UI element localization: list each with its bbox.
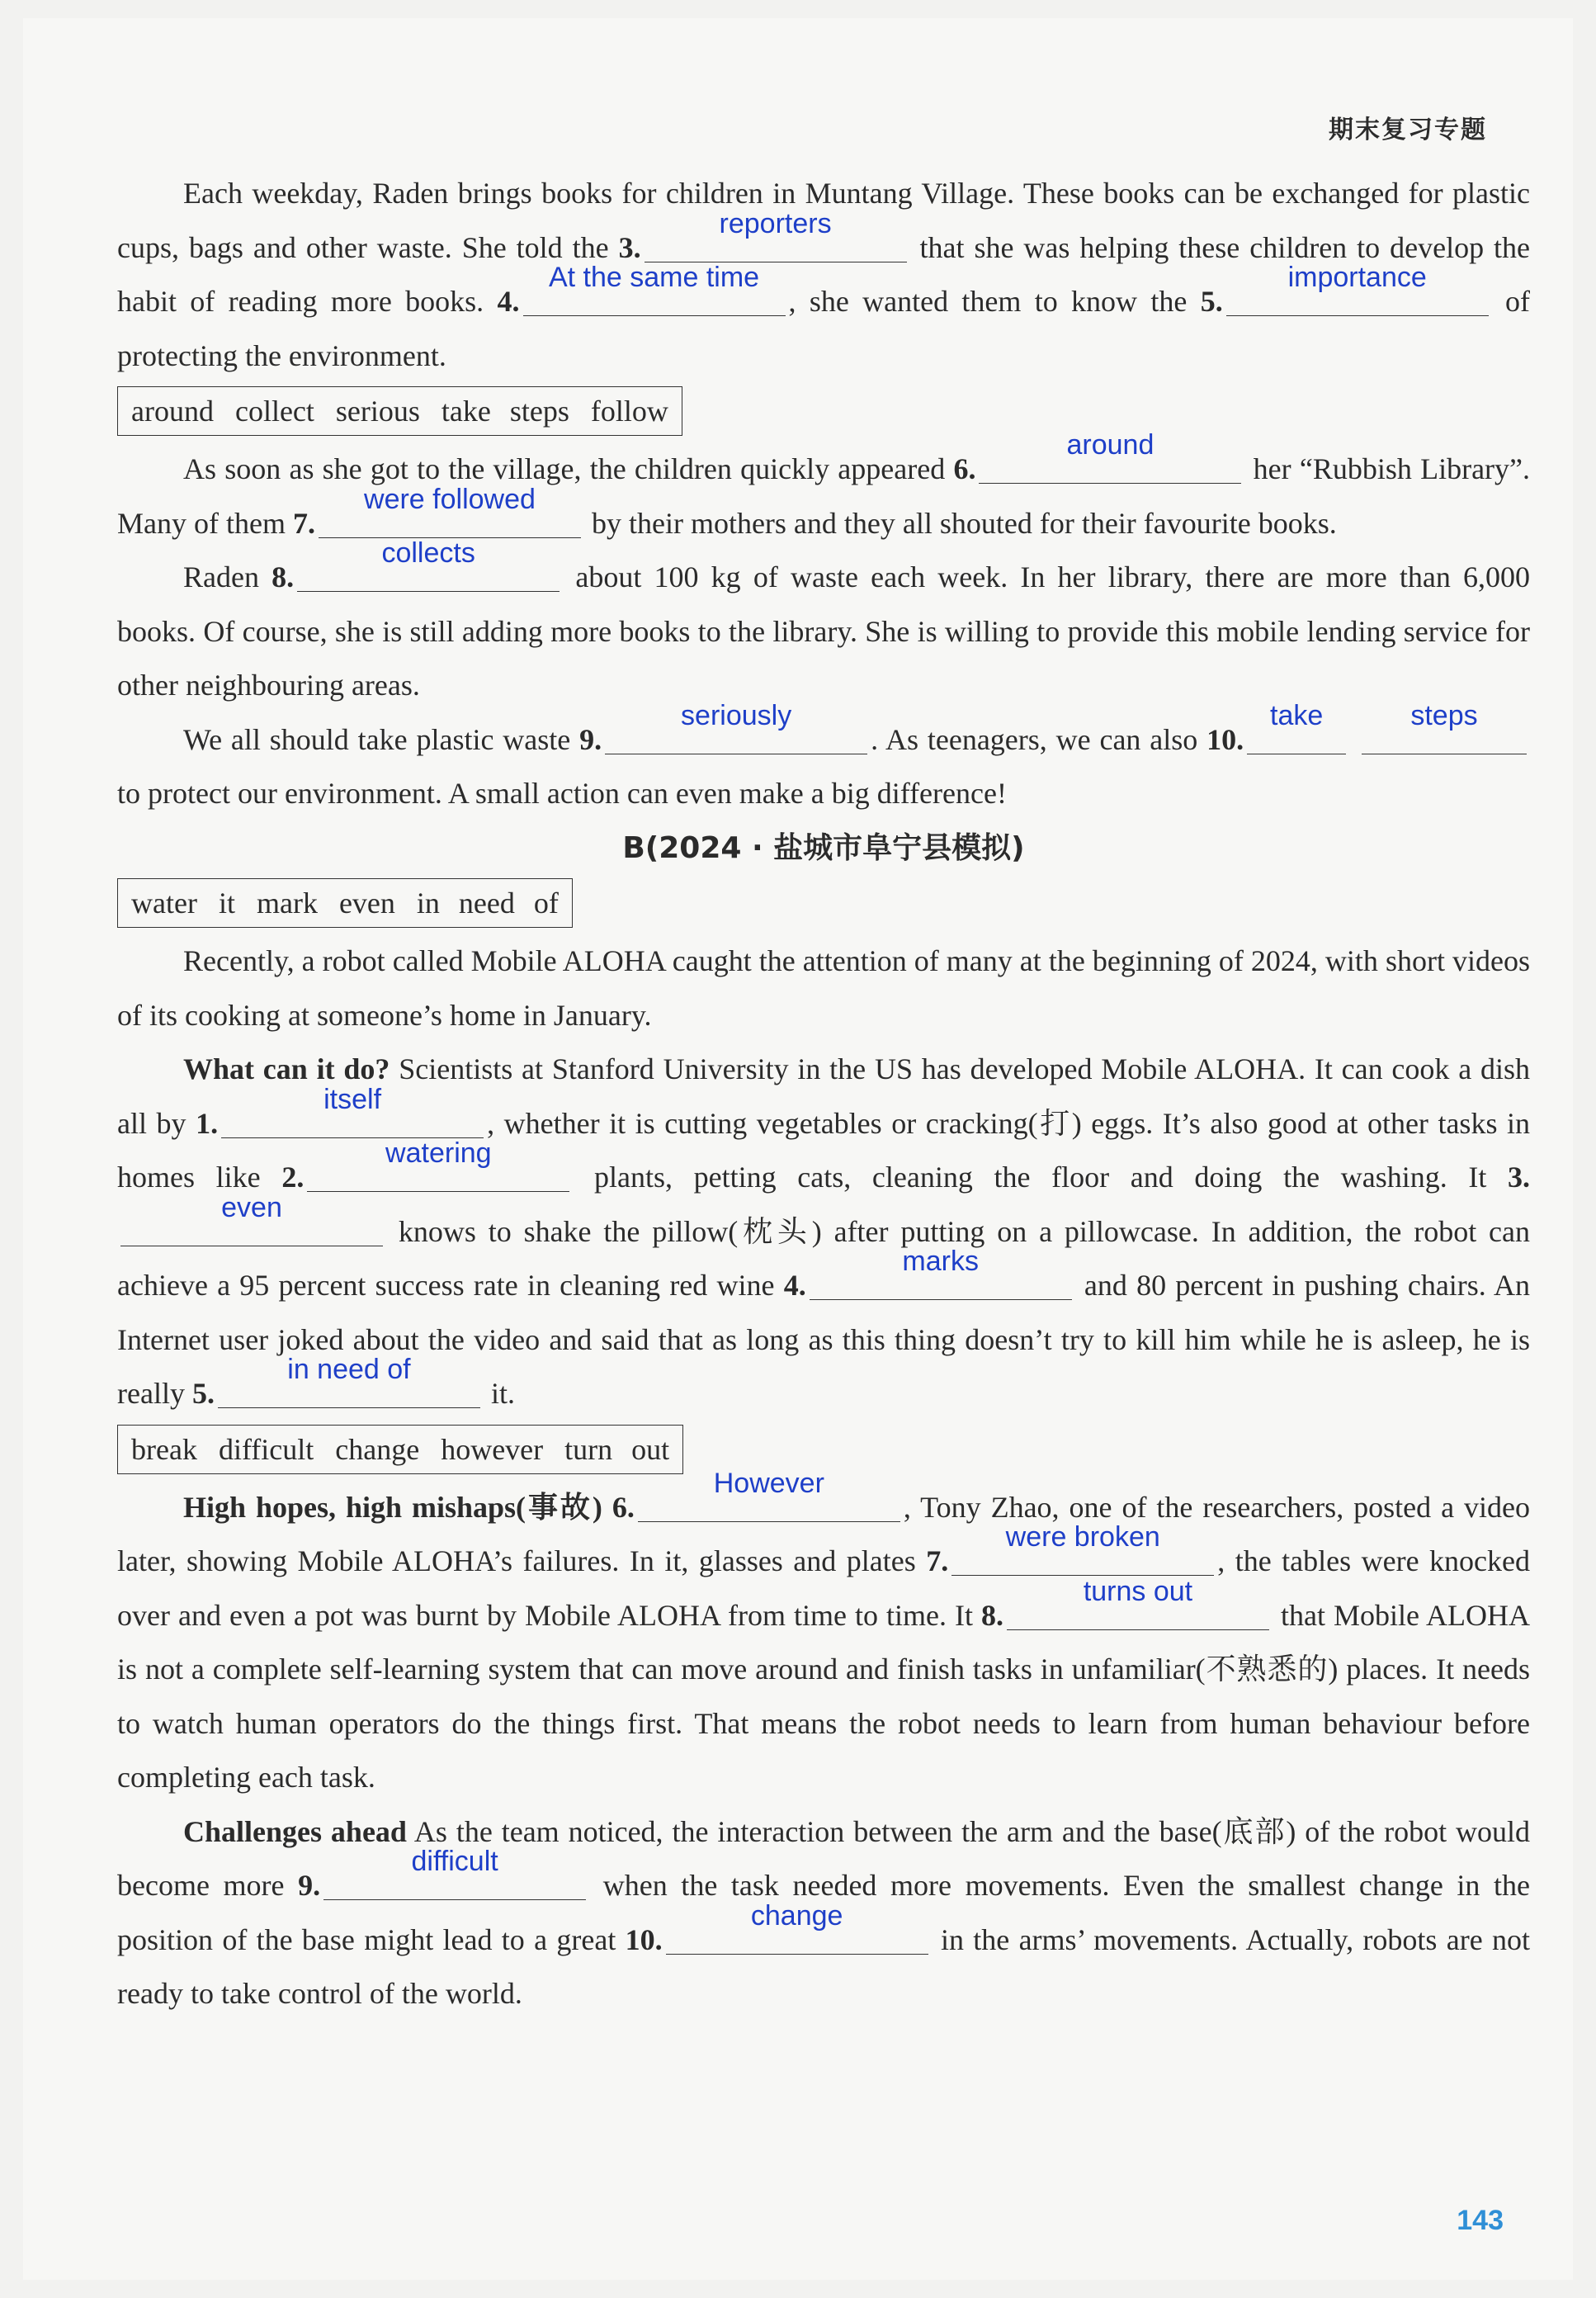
section-title bbox=[117, 821, 1530, 876]
worksheet-page bbox=[23, 18, 1573, 2280]
answer-text: reporters bbox=[719, 207, 832, 239]
answer-blank bbox=[951, 1521, 1214, 1576]
blank-number: 8. bbox=[272, 560, 295, 593]
word-option: around bbox=[131, 395, 214, 428]
partB-para2 bbox=[117, 1043, 1530, 1421]
text: . As teenagers, we can also bbox=[871, 722, 1198, 756]
text: Each weekday, Raden brings books for children in Muntang Village. These books can be exchanged for plastic cups, bags and other waste. She told the bbox=[117, 177, 1530, 264]
blank-number: 5. bbox=[191, 1377, 215, 1410]
answer-text: collects bbox=[381, 537, 475, 569]
word-box-b2 bbox=[117, 1425, 683, 1474]
text: , Tony Zhao, one of the researchers, posted a video later, showing Mobile ALOHA’s failures. In it, glasses and plates bbox=[117, 1490, 1531, 1577]
answer-text: change bbox=[750, 1899, 843, 1932]
content bbox=[117, 167, 1530, 2021]
word-option: water bbox=[131, 887, 197, 920]
word-option: difficult bbox=[218, 1432, 314, 1466]
partA-para4 bbox=[117, 699, 1530, 821]
subheading: High hopes, high mishaps(事故) bbox=[183, 1490, 602, 1524]
answer-blank bbox=[1007, 1575, 1269, 1630]
blank-number: 10. bbox=[1206, 722, 1244, 756]
answer-blank bbox=[638, 1467, 900, 1522]
text: knows to shake the pillow(枕头) after putting on a pillowcase. In addition, the robot can achieve a 95 percent success rate in cleaning red wine bbox=[117, 1214, 1530, 1302]
text: about 100 kg of waste each week. In her library, there are more than 6,000 books. Of course, she is still adding more books to the library. She is willing to provide this mobile lending service for other neighbouring areas. bbox=[117, 560, 1531, 702]
text: when the task needed more movements. Even the smallest change in the position of the base might lead to a great bbox=[117, 1869, 1531, 1956]
blank-number: 9. bbox=[579, 722, 602, 756]
word-option: follow bbox=[590, 395, 668, 428]
blank-number: 6. bbox=[953, 452, 976, 485]
answer-text: were followed bbox=[364, 483, 536, 515]
answer-blank bbox=[523, 262, 786, 316]
text: , she wanted them to know the bbox=[788, 285, 1188, 318]
word-option: it bbox=[218, 887, 235, 920]
answer-blank bbox=[120, 1191, 383, 1246]
blank-number: 3. bbox=[1508, 1161, 1531, 1194]
blank-number: 7. bbox=[292, 506, 315, 540]
answer-text: watering bbox=[385, 1137, 492, 1169]
word-option: break bbox=[131, 1432, 197, 1466]
blank-number: 8. bbox=[980, 1598, 1003, 1632]
answer-text: At the same time bbox=[548, 262, 760, 293]
text: by their mothers and they all shouted for their favourite books. bbox=[591, 506, 1337, 540]
answer-blank bbox=[319, 483, 581, 538]
partA-para1 bbox=[117, 167, 1530, 383]
word-option: take steps bbox=[441, 395, 569, 428]
answer-blank bbox=[1226, 262, 1489, 316]
blank-number: 3. bbox=[618, 230, 641, 264]
text: As soon as she got to the village, the children quickly appeared bbox=[183, 452, 946, 485]
blank-number: 4. bbox=[497, 285, 520, 318]
answer-text: were broken bbox=[1005, 1521, 1160, 1553]
answer-text: seriously bbox=[681, 699, 792, 731]
section-title-text: B(2024 · 盐城市阜宁县模拟) bbox=[622, 830, 1025, 865]
word-option: turn out bbox=[564, 1432, 670, 1466]
answer-blank bbox=[297, 537, 560, 592]
text: of protecting the environment. bbox=[117, 285, 1531, 372]
page-header: 期末复习专题 bbox=[1329, 116, 1487, 144]
answer-text: importance bbox=[1287, 262, 1427, 293]
answer-text: steps bbox=[1410, 699, 1478, 731]
text: that Mobile ALOHA is not a complete self-learning system that can move around and finish tasks in unfamiliar(不熟悉的) places. It needs to watch human operators do the things first. That means the robot needs to learn from human behaviour before completing each task. bbox=[117, 1598, 1530, 1794]
word-option: in need of bbox=[416, 887, 559, 920]
answer-blank bbox=[979, 429, 1241, 484]
answer-blank bbox=[605, 699, 867, 754]
text: plants, petting cats, cleaning the floor and doing the washing. It bbox=[593, 1161, 1487, 1194]
answer-blank bbox=[323, 1846, 586, 1900]
answer-text: in need of bbox=[287, 1354, 411, 1385]
text: her “Rubbish Library”. Many of them bbox=[117, 452, 1531, 540]
answer-text: marks bbox=[902, 1246, 979, 1277]
text: As the team noticed, the interaction between the arm and the base(底部) of the robot would become more bbox=[117, 1814, 1530, 1902]
blank-number: 10. bbox=[625, 1922, 663, 1956]
answer-blank bbox=[645, 207, 907, 262]
text: Scientists at Stanford University in the US has developed Mobile ALOHA. It can cook a dish all by bbox=[117, 1052, 1531, 1140]
word-option: change bbox=[335, 1432, 420, 1466]
answer-blank bbox=[1247, 699, 1346, 754]
answer-blank bbox=[810, 1246, 1072, 1300]
answer-text: turns out bbox=[1083, 1575, 1193, 1607]
blank-number: 1. bbox=[196, 1106, 219, 1140]
subheading: Challenges ahead bbox=[183, 1814, 407, 1848]
page-number: 143 bbox=[1457, 2205, 1504, 2236]
partB-para1: Recently, a robot called Mobile ALOHA caught the attention of many at the beginning of 2024, with short videos of its cooking at someone’s home in January. bbox=[117, 944, 1530, 1032]
answer-blank bbox=[221, 1083, 484, 1138]
word-option: serious bbox=[335, 395, 420, 428]
text: , whether it is cutting vegetables or cracking(打) eggs. It’s also good at other tasks in homes like bbox=[117, 1106, 1531, 1194]
answer-blank bbox=[307, 1137, 569, 1192]
answer-text: itself bbox=[323, 1083, 382, 1115]
text: to protect our environment. A small action can even make a big difference! bbox=[117, 777, 1007, 810]
answer-blank bbox=[666, 1899, 928, 1955]
blank-number: 6. bbox=[611, 1490, 635, 1524]
answer-text: even bbox=[221, 1191, 282, 1223]
text: Raden bbox=[183, 560, 259, 593]
blank-number: 4. bbox=[783, 1269, 806, 1302]
answer-text: However bbox=[713, 1467, 824, 1499]
text: it. bbox=[490, 1377, 515, 1410]
subheading: What can it do? bbox=[183, 1052, 390, 1085]
blank-number: 5. bbox=[1200, 285, 1223, 318]
text: and 80 percent in pushing chairs. An Internet user joked about the video and said that as long as this thing doesn’t try to kill him while he is asleep, he is really bbox=[117, 1269, 1531, 1410]
answer-blank bbox=[218, 1354, 480, 1408]
answer-text: difficult bbox=[411, 1846, 498, 1877]
word-option: even bbox=[338, 887, 395, 920]
partA-para3 bbox=[117, 537, 1531, 713]
answer-blank bbox=[1362, 699, 1527, 754]
blank-number: 9. bbox=[298, 1869, 321, 1902]
answer-text: around bbox=[1066, 429, 1155, 461]
word-box-b1 bbox=[117, 878, 573, 928]
word-box-a bbox=[117, 386, 682, 436]
partB-para4 bbox=[117, 1805, 1530, 2021]
text: that she was helping these children to develop the habit of reading more books. bbox=[117, 230, 1531, 318]
word-option: however bbox=[441, 1432, 544, 1466]
text: in the arms’ movements. Actually, robots are not ready to take control of the world. bbox=[117, 1922, 1530, 2010]
word-option: mark bbox=[256, 887, 318, 920]
blank-number: 7. bbox=[926, 1544, 949, 1577]
partB-para3 bbox=[117, 1467, 1531, 1805]
text: We all should take plastic waste bbox=[183, 722, 571, 756]
answer-text: take bbox=[1270, 699, 1324, 731]
word-option: collect bbox=[234, 395, 314, 428]
blank-number: 2. bbox=[281, 1161, 305, 1194]
text: , the tables were knocked over and even a pot was burnt by Mobile ALOHA from time to time. It bbox=[117, 1544, 1530, 1632]
